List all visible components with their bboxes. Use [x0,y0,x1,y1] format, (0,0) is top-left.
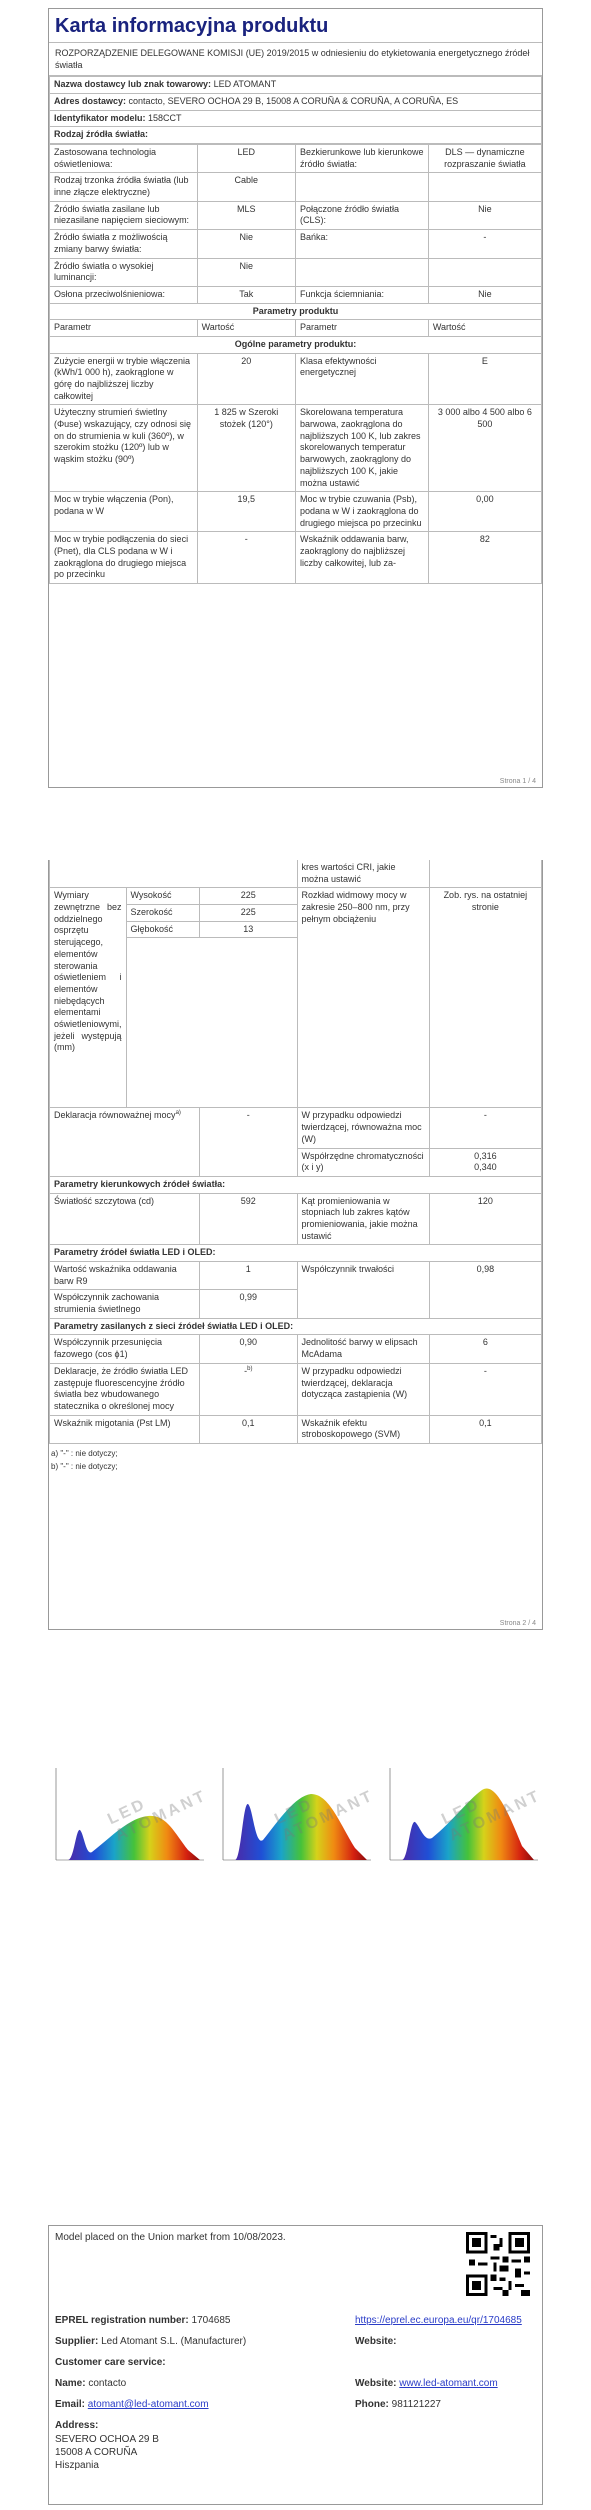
light-source-row [50,145,542,173]
general-param-row [50,405,542,492]
general-param-row [50,492,542,532]
dir-header: Parametry kierunkowych źródeł światła: [50,1176,542,1193]
phone-label: Phone: [355,2399,389,2410]
spectral-label: Rozkład widmowy mocy w zakresie 250–800 nm, przy pełnym obciążeniu [297,888,429,1108]
light-source-label [295,258,428,286]
peak-intensity-value: 592 [200,1193,298,1245]
general-param-value: 20 [197,353,295,405]
light-source-value [428,173,541,201]
params-header: Parametry produktu [50,303,542,320]
light-source-value: - [428,230,541,258]
supplier-name-row [50,77,542,94]
stroboscopic-label: Wskaźnik efektu stroboskopowego (SVM) [297,1415,429,1443]
page-number: Strona 1 / 4 [499,778,536,785]
qr-code-icon [466,2232,530,2296]
light-source-table [49,144,542,584]
market-text: Model placed on the Union market from 10/08/2023. [55,2232,286,2243]
general-param-value: 3 000 albo 4 500 albo 6 500 [428,405,541,492]
survival-value: 0,98 [429,1262,541,1319]
dim-depth-value: 13 [200,921,298,938]
general-param-label: Moc w trybie włączenia (Pon), podana w W [50,492,198,532]
lumen-maint-value: 0,99 [200,1290,298,1318]
supplier-address-row [50,93,542,110]
stroboscopic-value: 0,1 [429,1415,541,1443]
fluorescent-claim-label: Deklaracje, że źródło światła LED zastępuje fluorescencyjne źródło światła bez wbudowanego statecznika o określonej mocy [50,1363,200,1415]
cri-cont: kres wartości CRI, jakie można ustawić [297,860,429,888]
displacement-value: 0,90 [200,1335,298,1363]
page-2 [48,860,543,1630]
light-source-label: Osłona przeciwolśnieniowa: [50,286,198,303]
regulation-text: ROZPORZĄDZENIE DELEGOWANE KOMISJI (UE) 2019/2015 w odniesieniu do etykietowania energetycznego źródeł światła [49,43,542,76]
equiv-label: Deklaracja równoważnej mocy$^{a)}$ [50,1108,200,1176]
displacement-label: Współczynnik przesunięcia fazowego (cos ϕ1) [50,1335,200,1363]
light-source-value: Nie [197,230,295,258]
model-id: 158CCT [148,112,182,123]
email-label: Email: [55,2399,86,2410]
light-source-row [50,230,542,258]
light-source-value: Nie [197,258,295,286]
general-param-label: Moc w trybie podłączenia do sieci (Pnet), dla CLS podana w W i zaokrąglona do drugiego miejsca po przecinku [50,532,198,584]
spectral-value: Zob. rys. na ostatniej stronie [429,888,541,1108]
website-label: Website: [355,2336,397,2347]
light-source-label: Źródło światła zasilane lub niezasilane napięciem sieciowym: [50,201,198,229]
light-source-value: MLS [197,201,295,229]
eprel-number: 1704685 [191,2315,231,2326]
equiv-power-value: - [429,1108,541,1148]
supplier-value: Led Atomant S.L. (Manufacturer) [101,2336,247,2347]
light-source-value: Nie [428,286,541,303]
beam-angle-value: 120 [429,1193,541,1245]
watermark: LED ATOMANT [105,1787,211,1845]
general-param-label: Użyteczny strumień świetlny (Φuse) wskazujący, czy odnosi się on do strumienia w kuli (360º), w szerokim stożku (120º) lub w wąskim stożku (90º) [50,405,198,492]
name-label: Name: [55,2378,86,2389]
general-param-label: Skorelowana temperatura barwowa, zaokrąglona do najbliższych 100 K, lub zakres skorelowanych temperatur barwowych, zaokrąglony do najbliższych 100 K, jakie można ustawić [295,405,428,492]
dim-depth-label: Głębokość [126,921,200,938]
chroma-label: Współrzędne chromatyczności (x i y) [297,1148,429,1176]
equiv-value: - [200,1108,298,1176]
general-param-label: Moc w trybie czuwania (Psb), podana w W i zaokrąglona do drugiego miejsca po przecinku [295,492,428,532]
page-number: Strona 2 / 4 [499,1620,536,1627]
light-source-value: Nie [428,201,541,229]
phone-value: 981121227 [391,2399,441,2410]
model-label: Identyfikator modelu: [54,112,146,123]
footnote-b: b) "-" : nie dotyczy; [51,1461,118,1471]
light-source-label: Bańka: [295,230,428,258]
customer-care-label: Customer care service: [55,2357,166,2368]
light-source-row [50,201,542,229]
footnote-a: a) "-" : nie dotyczy; [51,1448,118,1458]
dim-height-value: 225 [200,888,298,905]
col-value: Wartość [428,320,541,337]
light-source-row [50,286,542,303]
col-param: Parametr [50,320,198,337]
address-line: 15008 A CORUÑA [55,2447,138,2458]
general-param-value: 82 [428,532,541,584]
lumen-maint-label: Współczynnik zachowania strumienia świetlnego [50,1290,200,1318]
fluorescent-claim-value: -$^{b)}$ [200,1363,298,1415]
dims-label: Wymiary zewnętrzne bez oddzielnego osprzętu sterującego, elementów sterowania oświetleniem i elementów niebędących elementami oświetleniowymi, jeżeli występują (mm) [50,888,127,1108]
color-consistency-label: Jednolitość barwy w elipsach McAdama [297,1335,429,1363]
spectrum-chart-6500k [382,1760,545,1870]
general-param-label: Wskaźnik oddawania barw, zaokrąglony do najbliższej liczby całkowitej, lub za- [295,532,428,584]
light-source-row [50,258,542,286]
supplier-name-label: Nazwa dostawcy lub znak towarowy: [54,79,212,90]
light-source-label: Połączone źródło światła (CLS): [295,201,428,229]
page-1 [48,8,543,788]
general-param-value: E [428,353,541,405]
beam-angle-label: Kąt promieniowania w stopniach lub zakres kątów promieniowania, jakie można ustawić [297,1193,429,1245]
name-value: contacto [88,2378,127,2389]
flicker-value: 0,1 [200,1415,298,1443]
supplier-table [49,76,542,144]
general-param-label: Klasa efektywności energetycznej [295,353,428,405]
general-param-value: 1 825 w Szeroki stożek (120°) [197,405,295,492]
supplier-address-label: Adres dostawcy: [54,95,127,106]
spectrum-chart-3000k [48,1760,211,1870]
survival-label: Współczynnik trwałości [297,1262,429,1319]
chroma-value: 0,316 0,340 [429,1148,541,1176]
led-header: Parametry źródeł światła LED i OLED: [50,1245,542,1262]
page-title: Karta informacyjna produktu [49,9,542,43]
model-row [50,110,542,127]
general-param-label: Zużycie energii w trybie włączenia (kWh/1 000 h), zaokrąglone w górę do najbliższej liczby całkowitej [50,353,198,405]
replacement-claim-label: W przypadku odpowiedzi twierdzącej, deklaracja dotycząca zastąpienia (W) [297,1363,429,1415]
light-source-label: Bezkierunkowe lub kierunkowe źródło światła: [295,145,428,173]
general-param-value: - [197,532,295,584]
dim-width-value: 225 [200,905,298,922]
dim-width-label: Szerokość [126,905,200,922]
light-source-label: Źródło światła o wysokiej luminancji: [50,258,198,286]
supplier-label: Supplier: [55,2336,99,2347]
flicker-label: Wskaźnik migotania (Pst LM) [50,1415,200,1443]
col-param: Parametr [295,320,428,337]
color-consistency-value: 6 [429,1335,541,1363]
light-source-label: Funkcja ściemniania: [295,286,428,303]
light-source-label: Zastosowana technologia oświetleniowa: [50,145,198,173]
r9-value: 1 [200,1262,298,1290]
spectral-charts [48,1760,543,1880]
equiv-power-label: W przypadku odpowiedzi twierdzącej, równoważna moc (W) [297,1108,429,1148]
general-params-header: Ogólne parametry produktu: [50,336,542,353]
light-source-value: Cable [197,173,295,201]
light-source-value [428,258,541,286]
eprel-label: EPREL registration number: [55,2315,189,2326]
replacement-claim-value: - [429,1363,541,1415]
col-value: Wartość [197,320,295,337]
peak-intensity-label: Światłość szczytowa (cd) [50,1193,200,1245]
spectrum-chart-4500k [215,1760,378,1870]
address-label: Address: [55,2420,99,2431]
general-param-row [50,532,542,584]
website2-label: Website: [355,2378,397,2389]
supplier-name: LED ATOMANT [213,79,277,90]
address-line: Hiszpania [55,2460,99,2471]
light-source-value: DLS — dynamiczne rozpraszanie światła [428,145,541,173]
eprel-link[interactable]: https://eprel.ec.europa.eu/qr/1704685 [355,2315,522,2326]
general-param-value: 19,5 [197,492,295,532]
eprel-info [48,2225,543,2505]
light-source-row [50,173,542,201]
light-source-value: LED [197,145,295,173]
light-source-value: Tak [197,286,295,303]
light-source-label: Rodzaj trzonka źródła światła (lub inne złącze elektryczne) [50,173,198,201]
general-param-value: 0,00 [428,492,541,532]
mains-header: Parametry zasilanych z sieci źródeł światła LED i OLED: [50,1318,542,1335]
email-link[interactable]: atomant@led-atomant.com [87,2399,209,2410]
watermark: LED ATOMANT [439,1787,545,1845]
light-source-label: Źródło światła z możliwością zmiany barwy światła: [50,230,198,258]
r9-label: Wartość wskaźnika oddawania barw R9 [50,1262,200,1290]
light-source-label [295,173,428,201]
light-source-type-header: Rodzaj źródła światła: [50,127,542,144]
watermark: LED ATOMANT [272,1787,378,1845]
general-param-row [50,353,542,405]
dim-height-label: Wysokość [126,888,200,905]
params-table-2 [49,860,542,1444]
supplier-address: contacto, SEVERO OCHOA 29 B, 15008 A CORUÑA & CORUÑA, A CORUÑA, ES [128,95,459,106]
website-link[interactable]: www.led-atomant.com [399,2378,498,2389]
address-line: SEVERO OCHOA 29 B [55,2434,159,2445]
